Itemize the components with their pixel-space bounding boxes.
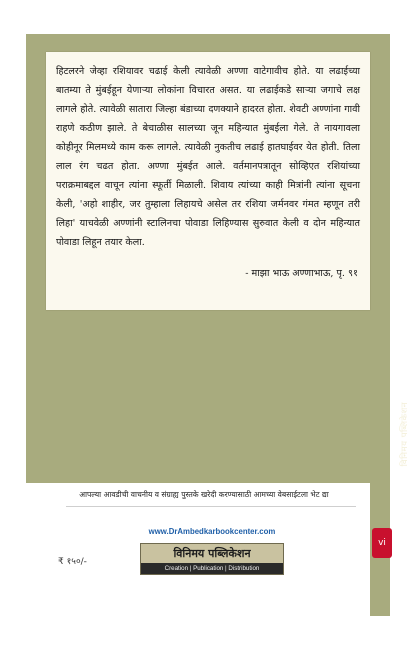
publisher-logo-box (140, 543, 284, 575)
price-label: ₹ १५०/- (58, 557, 87, 567)
publisher-emblem-icon: vi (372, 528, 392, 558)
website-link[interactable]: www.DrAmbedkarbookcenter.com (148, 527, 276, 536)
publisher-tagline: Creation | Publication | Distribution (141, 563, 283, 574)
publisher-name: विनिमय पब्लिकेशन (173, 547, 251, 560)
excerpt-paragraph: हिटलरने जेव्हा रशियावर चढाई केली त्यावेळी अण्णा वाटेगावीच होते. या लढाईच्या बातम्या ते मुंबईहून येणाऱ्या लोकांना विचारत असत. या लढाईकडे साऱ्या जगाचे लक्ष लागले होते. त्यावेळी सातारा जिल्हा बंडाच्या दणक्याने हादरत होता. शेवटी अण्णांना गावी राहणे कठीण झाले. ते बेचाळीस सालच्या जून महिन्यात मुंबईला गेले. ते नायगावला कोहीनूर मिलमध्ये काम करू लागले. त्यावेळी नुकतीच लढाई हातघाईवर येत होती. तिला लाल रंग चढत होता. अण्णा मुंबईत आले. वर्तमानपत्रातून सोव्हिएत रशियांच्या पराक्रमाबद्दल वाचून त्यांना स्फूर्ती मिळाली. शिवाय त्यांच्या काही मित्रांनी त्यांना सूचना केली, 'अहो शाहीर, जर तुम्हाला लिहायचे असेल तर रशिया जर्मनवर गंमत म्हणून तरी लिहा' याचवेळी अण्णांनी स्टालिनचा पोवाडा लिहिण्यास सुरुवात केली व दोन महिन्यात पोवाडा लिहून तयार केला. (56, 66, 360, 248)
excerpt-citation: - माझा भाऊ अण्णाभाऊ, पृ. ९१ (245, 268, 358, 279)
divider (66, 506, 356, 507)
website-notice: आपल्या आवडीची वाचनीय व संग्राह्य पुस्तके खरेदी करण्यासाठी आमच्या वेबसाईटला भेट द्या (79, 490, 329, 499)
excerpt-panel (46, 52, 370, 310)
spine-label: विनिमय पब्लिकेशन (400, 402, 410, 467)
